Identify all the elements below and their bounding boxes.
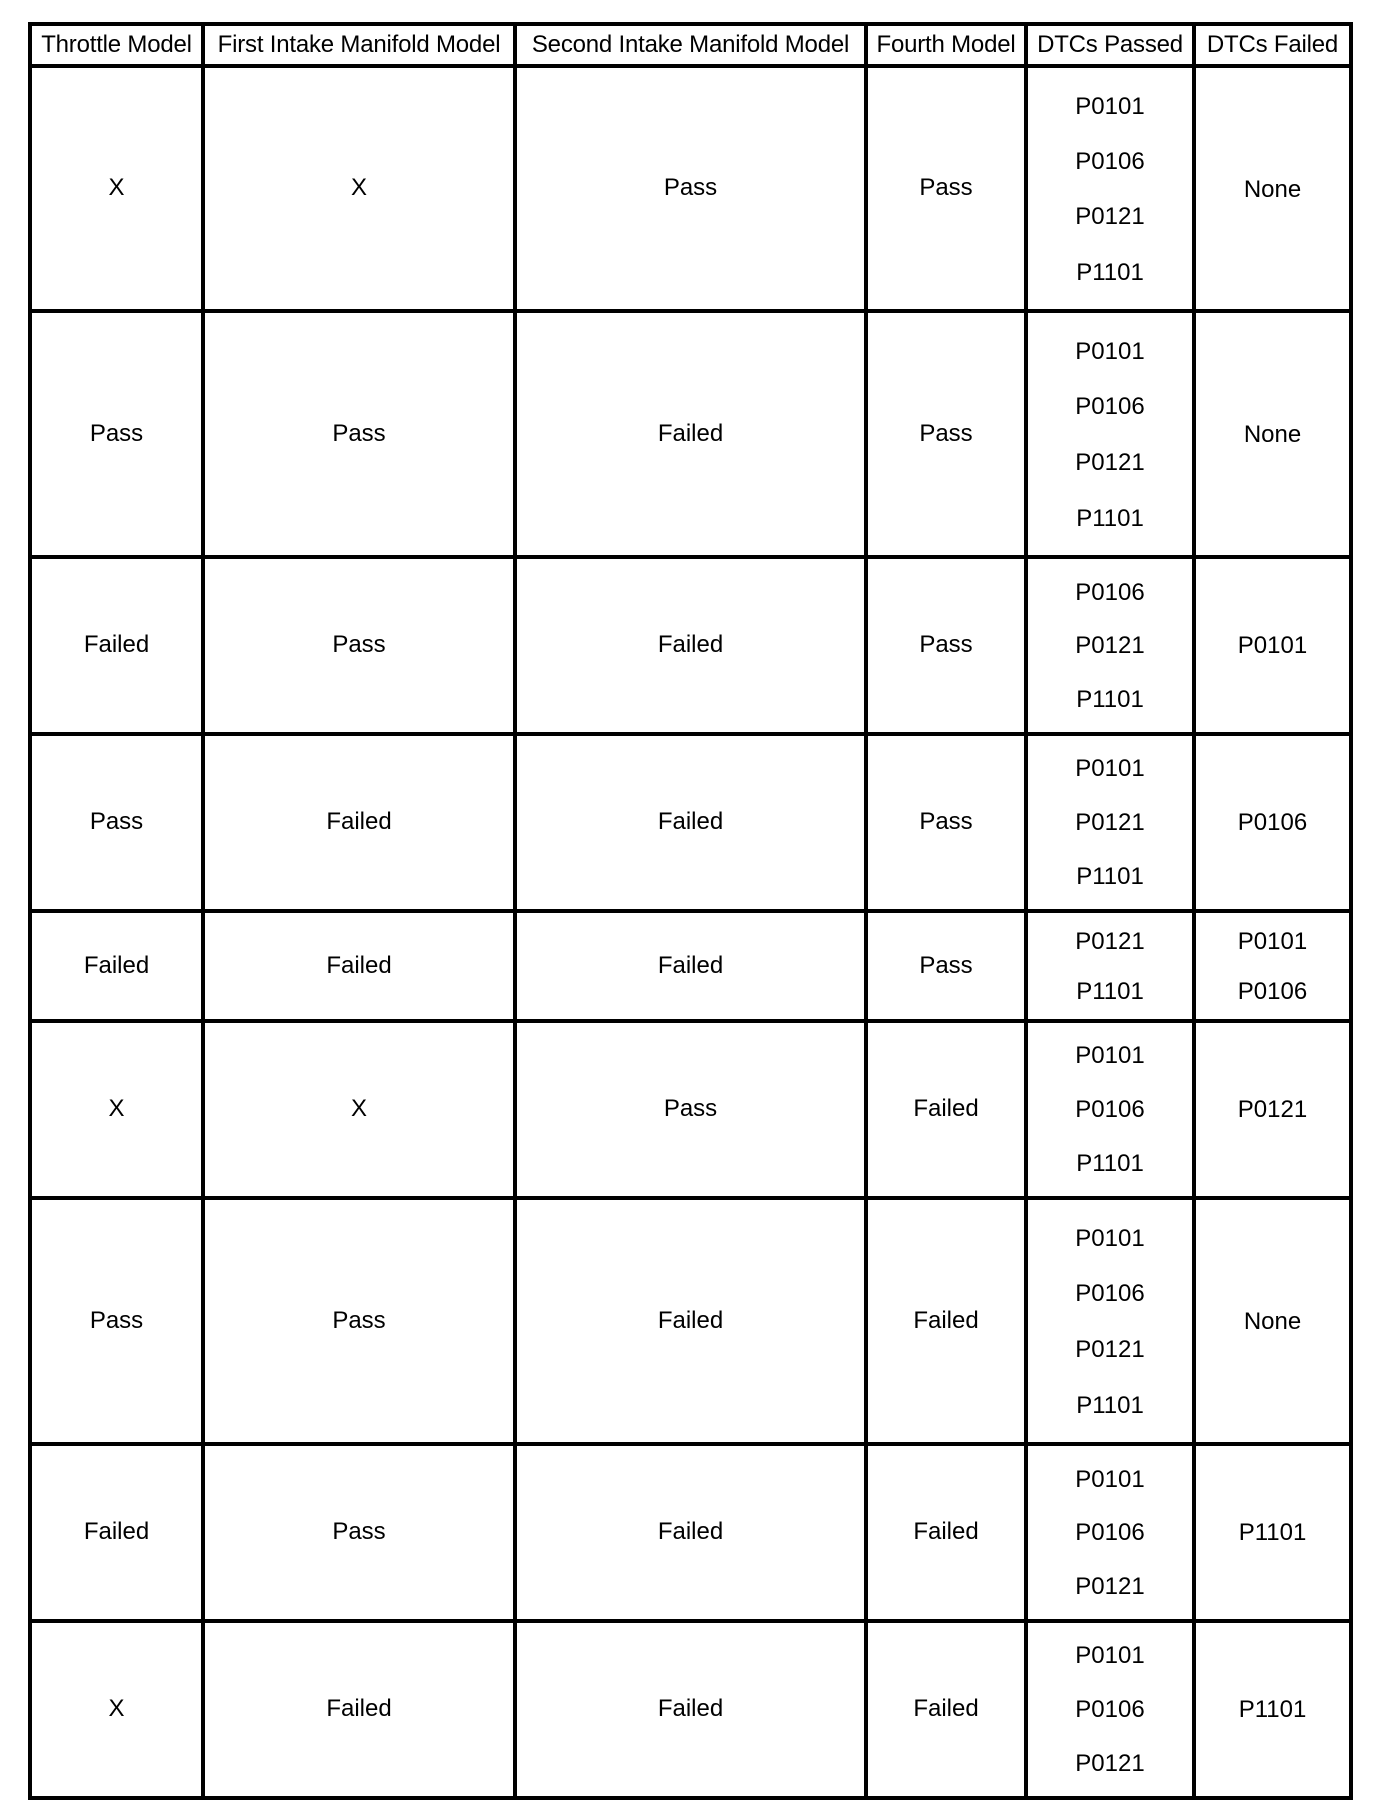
dtc-code: P0121 xyxy=(1237,1096,1308,1124)
dtc-code: P0101 xyxy=(1075,755,1145,783)
throttle-model-cell: X xyxy=(30,66,203,311)
dtcs-passed-cell xyxy=(1026,911,1194,1021)
dtc-code: P0101 xyxy=(1075,1465,1145,1493)
header-dtcs-passed: DTCs Passed xyxy=(1026,24,1194,66)
table-row xyxy=(30,1444,1351,1620)
dtcs-failed-cell xyxy=(1194,911,1351,1021)
dtc-code: None xyxy=(1243,175,1302,203)
table-body xyxy=(30,66,1351,1798)
dtc-code-list xyxy=(1028,572,1192,719)
second-intake-manifold-cell: Failed xyxy=(515,1621,866,1798)
dtc-code-list xyxy=(1028,1218,1192,1425)
dtc-code: None xyxy=(1243,421,1302,449)
table-row xyxy=(30,911,1351,1021)
dtc-code-list xyxy=(1196,86,1349,292)
header-dtcs-failed: DTCs Failed xyxy=(1194,24,1351,66)
dtcs-passed-cell xyxy=(1026,1444,1194,1620)
dtc-code: P0101 xyxy=(1237,632,1308,660)
dtcs-failed-cell xyxy=(1194,1021,1351,1198)
table-row xyxy=(30,1198,1351,1444)
dtc-code: None xyxy=(1243,1308,1302,1336)
dtc-code: P1101 xyxy=(1076,685,1144,713)
dtc-code-list xyxy=(1196,921,1349,1011)
dtcs-passed-cell xyxy=(1026,311,1194,557)
dtc-code: P0106 xyxy=(1075,147,1145,175)
dtc-code: P0106 xyxy=(1075,1280,1145,1308)
dtcs-failed-cell xyxy=(1194,557,1351,733)
header-throttle-model: Throttle Model xyxy=(30,24,203,66)
dtc-code: P0101 xyxy=(1237,927,1308,955)
dtc-code: P0101 xyxy=(1075,337,1145,365)
dtc-code-list xyxy=(1196,1459,1349,1606)
dtc-code-list xyxy=(1028,748,1192,896)
table-row xyxy=(30,66,1351,311)
throttle-model-cell: X xyxy=(30,1021,203,1198)
second-intake-manifold-cell: Pass xyxy=(515,1021,866,1198)
second-intake-manifold-cell: Failed xyxy=(515,911,866,1021)
dtc-code: P0101 xyxy=(1075,1642,1145,1670)
dtc-results-table xyxy=(28,22,1353,1800)
dtc-code: P0106 xyxy=(1075,1519,1145,1547)
dtc-code-list xyxy=(1196,572,1349,719)
first-intake-manifold-cell: Pass xyxy=(203,1198,515,1444)
dtc-code: P0121 xyxy=(1075,1336,1145,1363)
first-intake-manifold-cell: X xyxy=(203,1021,515,1198)
dtc-code-list xyxy=(1196,1218,1349,1425)
dtc-code: P0121 xyxy=(1075,1572,1145,1600)
throttle-model-cell: Pass xyxy=(30,734,203,911)
dtc-code-list xyxy=(1028,921,1192,1011)
dtc-code: P0121 xyxy=(1075,203,1145,231)
dtc-code: P0121 xyxy=(1075,809,1145,837)
dtc-code-list xyxy=(1028,86,1192,292)
dtc-code: P0106 xyxy=(1075,578,1145,606)
dtc-code: P1101 xyxy=(1076,977,1144,1005)
dtcs-failed-cell xyxy=(1194,1621,1351,1798)
table-row xyxy=(30,734,1351,911)
dtcs-passed-cell xyxy=(1026,734,1194,911)
header-fourth-model: Fourth Model xyxy=(866,24,1026,66)
first-intake-manifold-cell: Failed xyxy=(203,911,515,1021)
second-intake-manifold-cell: Failed xyxy=(515,1198,866,1444)
dtc-code: P0101 xyxy=(1075,1224,1145,1252)
fourth-model-cell: Pass xyxy=(866,734,1026,911)
dtcs-passed-cell xyxy=(1026,557,1194,733)
fourth-model-cell: Failed xyxy=(866,1444,1026,1620)
dtcs-passed-cell xyxy=(1026,66,1194,311)
fourth-model-cell: Pass xyxy=(866,557,1026,733)
dtc-code-list xyxy=(1196,748,1349,896)
header-first-intake-manifold-model: First Intake Manifold Model xyxy=(203,24,515,66)
fourth-model-cell: Pass xyxy=(866,911,1026,1021)
dtc-code: P0121 xyxy=(1075,632,1145,660)
header-second-intake-manifold-model: Second Intake Manifold Model xyxy=(515,24,866,66)
second-intake-manifold-cell: Pass xyxy=(515,66,866,311)
first-intake-manifold-cell: Pass xyxy=(203,1444,515,1620)
throttle-model-cell: Failed xyxy=(30,1444,203,1620)
dtc-code: P0121 xyxy=(1075,449,1145,477)
dtc-code: P0106 xyxy=(1075,1696,1145,1724)
dtc-code-list xyxy=(1028,1459,1192,1606)
header-row xyxy=(30,24,1351,66)
first-intake-manifold-cell: Failed xyxy=(203,734,515,911)
dtc-code: P1101 xyxy=(1076,1150,1144,1178)
dtc-code: P1101 xyxy=(1076,863,1144,891)
dtc-code: P0106 xyxy=(1075,393,1145,421)
table-row xyxy=(30,1621,1351,1798)
second-intake-manifold-cell: Failed xyxy=(515,734,866,911)
dtcs-failed-cell xyxy=(1194,1444,1351,1620)
first-intake-manifold-cell: Failed xyxy=(203,1621,515,1798)
dtcs-passed-cell xyxy=(1026,1621,1194,1798)
dtcs-passed-cell xyxy=(1026,1021,1194,1198)
dtcs-failed-cell xyxy=(1194,66,1351,311)
dtc-code-list xyxy=(1028,331,1192,538)
throttle-model-cell: Failed xyxy=(30,911,203,1021)
throttle-model-cell: Pass xyxy=(30,1198,203,1444)
dtc-code: P0121 xyxy=(1075,1750,1145,1778)
table-row xyxy=(30,1021,1351,1198)
first-intake-manifold-cell: Pass xyxy=(203,311,515,557)
second-intake-manifold-cell: Failed xyxy=(515,311,866,557)
dtc-code-list xyxy=(1196,331,1349,538)
dtc-code: P1101 xyxy=(1076,504,1144,532)
fourth-model-cell: Failed xyxy=(866,1021,1026,1198)
fourth-model-cell: Failed xyxy=(866,1621,1026,1798)
fourth-model-cell: Pass xyxy=(866,311,1026,557)
dtc-code-list xyxy=(1196,1635,1349,1783)
dtc-code: P0106 xyxy=(1075,1096,1145,1124)
dtc-code: P0121 xyxy=(1075,927,1145,955)
table-row xyxy=(30,311,1351,557)
dtc-code-list xyxy=(1028,1035,1192,1183)
dtcs-failed-cell xyxy=(1194,311,1351,557)
fourth-model-cell: Failed xyxy=(866,1198,1026,1444)
fourth-model-cell: Pass xyxy=(866,66,1026,311)
dtc-code-list xyxy=(1028,1635,1192,1783)
dtcs-failed-cell xyxy=(1194,1198,1351,1444)
dtc-code-list xyxy=(1196,1035,1349,1183)
table-row xyxy=(30,557,1351,733)
first-intake-manifold-cell: Pass xyxy=(203,557,515,733)
dtcs-passed-cell xyxy=(1026,1198,1194,1444)
throttle-model-cell: Failed xyxy=(30,557,203,733)
dtc-code: P0106 xyxy=(1237,977,1308,1005)
second-intake-manifold-cell: Failed xyxy=(515,1444,866,1620)
dtc-code: P0101 xyxy=(1075,1042,1145,1070)
dtc-code: P1101 xyxy=(1238,1696,1307,1724)
throttle-model-cell: X xyxy=(30,1621,203,1798)
first-intake-manifold-cell: X xyxy=(203,66,515,311)
dtc-code: P0106 xyxy=(1237,809,1308,837)
dtc-code: P1101 xyxy=(1076,1391,1144,1419)
dtc-code: P1101 xyxy=(1076,258,1144,286)
dtc-code: P0101 xyxy=(1075,92,1145,120)
second-intake-manifold-cell: Failed xyxy=(515,557,866,733)
throttle-model-cell: Pass xyxy=(30,311,203,557)
dtcs-failed-cell xyxy=(1194,734,1351,911)
dtc-code: P1101 xyxy=(1238,1519,1307,1547)
